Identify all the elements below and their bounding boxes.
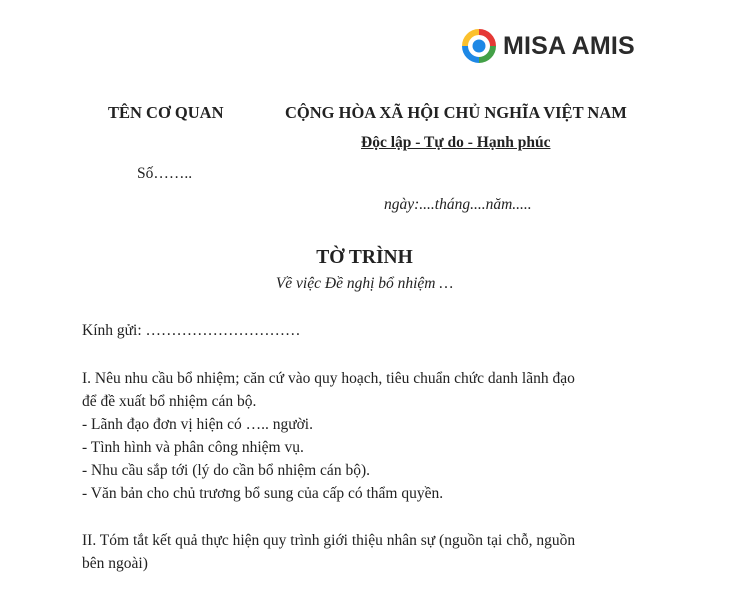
misa-logo-icon	[462, 29, 496, 63]
national-title: CỘNG HÒA XÃ HỘI CHỦ NGHĨA VIỆT NAM	[285, 103, 627, 122]
document-subtitle: Về việc Đề nghị bổ nhiệm …	[275, 275, 454, 292]
body-line: - Văn bản cho chủ trương bổ sung của cấp có thẩm quyền.	[82, 485, 444, 502]
body-line: - Lãnh đạo đơn vị hiện có ….. người.	[82, 416, 313, 433]
body-line: I. Nêu nhu cầu bổ nhiệm; căn cứ vào quy hoạch, tiêu chuẩn chức danh lãnh đạo	[82, 370, 575, 387]
body-line: II. Tóm tắt kết quả thực hiện quy trình giới thiệu nhân sự (nguồn tại chỗ, nguồn	[82, 532, 576, 549]
body-line: - Nhu cầu sắp tới (lý do cần bổ nhiệm cán bộ).	[82, 462, 370, 479]
body-line: - Tình hình và phân công nhiệm vụ.	[82, 439, 304, 456]
body-line: bên ngoài)	[82, 555, 148, 572]
document-date: ngày:....tháng....năm.....	[384, 196, 532, 213]
body-line: để đề xuất bổ nhiệm cán bộ.	[82, 393, 257, 410]
brand-logo	[462, 28, 635, 64]
brand-name: MISA AMIS	[503, 31, 635, 60]
national-motto: Độc lập - Tự do - Hạnh phúc	[361, 134, 551, 151]
recipient-line: Kính gửi: …………………………	[82, 322, 301, 339]
document-number: Số……..	[137, 165, 193, 182]
agency-name: TÊN CƠ QUAN	[108, 103, 224, 122]
document-title: TỜ TRÌNH	[316, 247, 413, 268]
